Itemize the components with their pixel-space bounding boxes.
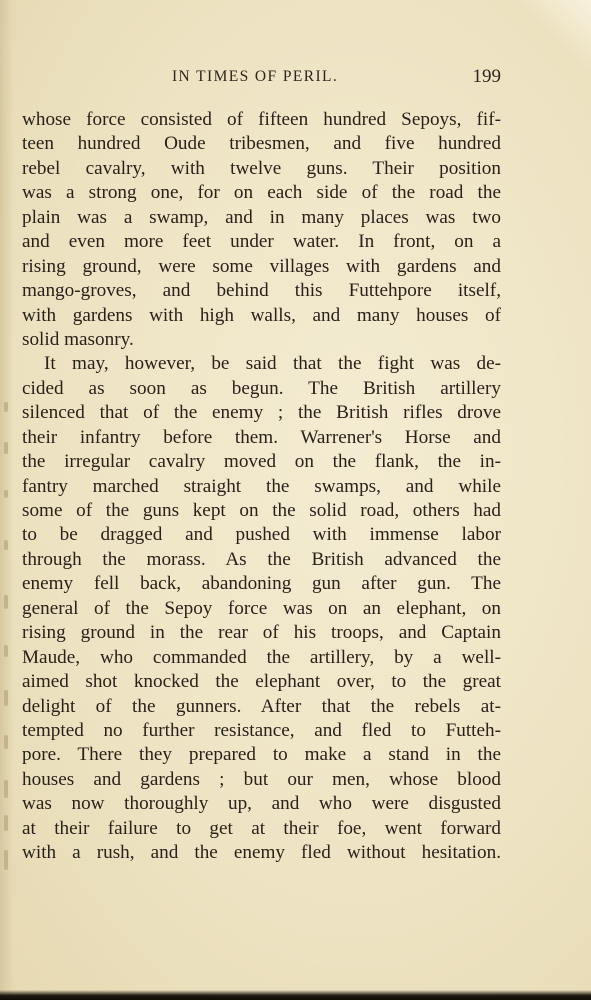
page-corner-fold [521,0,591,70]
text-line: general of the Sepoy force was on an elephant, on [22,597,501,619]
text-line: enemy fell back, abandoning gun after gun. The [22,573,501,595]
page-number: 199 [472,66,501,87]
text-line: It may, however, be said that the fight was de- [44,353,501,375]
paragraph-2 [22,352,501,865]
text-line: at their failure to get at their foe, went forward [22,817,501,839]
running-head: IN TIMES OF PERIL. [172,68,339,85]
text-line: through the morass. As the British advanced the [22,548,501,570]
text-line: to be dragged and pushed with immense labor [22,524,501,546]
text-line: plain was a swamp, and in many places was two [22,206,501,228]
page-bottom-edge [0,990,591,1000]
body-text [22,108,501,866]
text-line: was a strong one, for on each side of the road the [22,182,501,204]
text-line: mango-groves, and behind this Futtehpore itself, [22,280,501,302]
text-line: houses and gardens ; but our men, whose blood [22,768,501,790]
text-line: fantry marched straight the swamps, and while [22,475,501,497]
text-line: tempted no further resistance, and fled to Futteh- [22,719,501,741]
paragraph-1 [22,108,501,352]
text-line: with a rush, and the enemy fled without hesitation. [22,842,501,864]
text-line: rebel cavalry, with twelve guns. Their position [22,157,501,179]
text-line: and even more feet under water. In front, on a [22,231,501,253]
text-line: whose force consisted of fifteen hundred Sepoys, fif- [22,109,501,130]
text-line: silenced that of the enemy ; the British rifles drove [22,402,501,424]
text-line: their infantry before them. Warrener's Horse and [22,426,501,448]
page-header [22,68,501,92]
text-line: with gardens with high walls, and many houses of [22,304,501,326]
text-line: delight of the gunners. After that the rebels at- [22,695,501,717]
text-line: rising ground in the rear of his troops, and Captain [22,622,501,644]
text-line: the irregular cavalry moved on the flank, the in- [22,451,501,473]
gutter-marks [0,390,16,890]
text-line: teen hundred Oude tribesmen, and five hundred [22,133,501,155]
text-line: was now thoroughly up, and who were disgusted [22,793,501,815]
text-line: some of the guns kept on the solid road, others had [22,500,501,521]
text-line: Maude, who commanded the artillery, by a well- [22,646,501,668]
text-line: solid masonry. [22,328,134,350]
text-line: aimed shot knocked the elephant over, to the great [22,671,501,693]
text-line: pore. There they prepared to make a stand in the [22,744,501,766]
text-line: cided as soon as begun. The British artillery [22,377,501,399]
text-line: rising ground, were some villages with gardens and [22,255,501,277]
